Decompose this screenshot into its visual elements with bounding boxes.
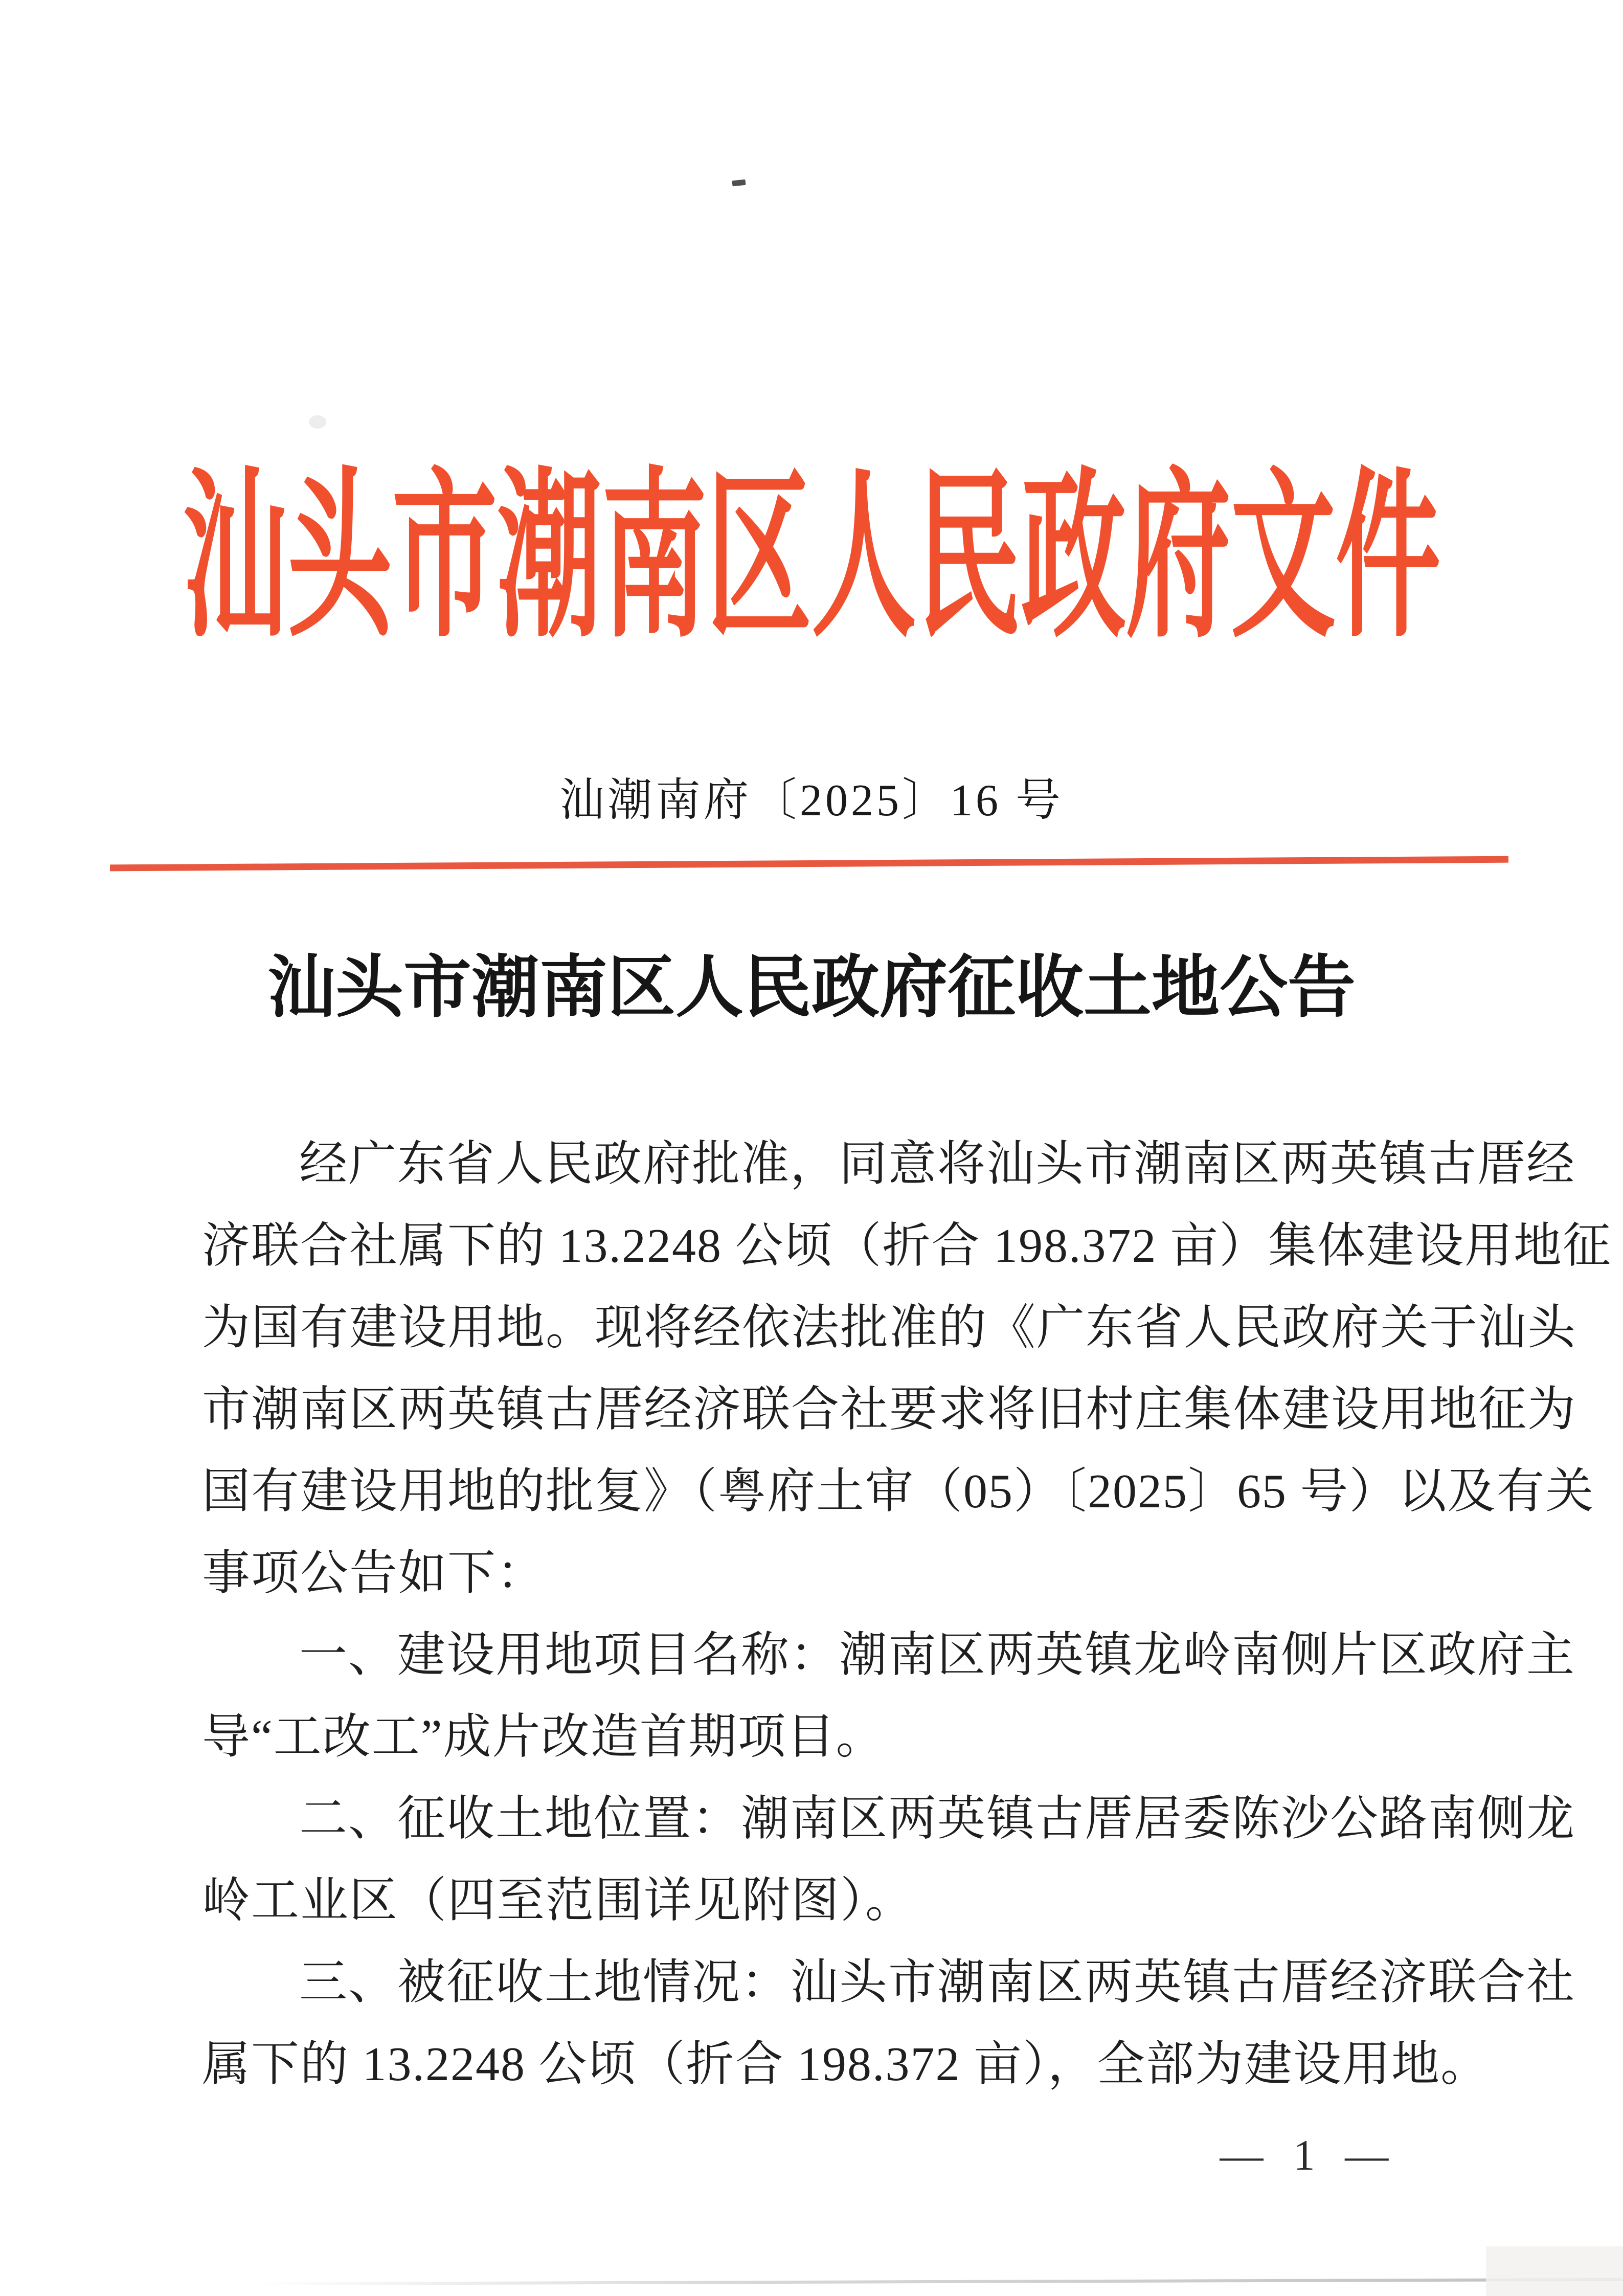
body-line: 导“工改工”成片改造首期项目。 bbox=[202, 1710, 885, 1764]
document-header-title: 汕头市潮南区人民政府文件 bbox=[183, 458, 1440, 659]
announcement-title: 汕头市潮南区人民政府征收土地公告 bbox=[267, 950, 1356, 1026]
body-line: 国有建设用地的批复》（粤府土审（05）〔2025〕65 号）以及有关 bbox=[202, 1465, 1595, 1518]
body-line: 一、建设用地项目名称：潮南区两英镇龙岭南侧片区政府主 bbox=[299, 1629, 1576, 1682]
red-divider-rule bbox=[110, 856, 1508, 872]
page-number: — 1 — bbox=[1220, 2131, 1398, 2179]
body-line: 经广东省人民政府批准，同意将汕头市潮南区两英镇古厝经 bbox=[299, 1138, 1576, 1191]
scan-artifact bbox=[732, 180, 746, 187]
scan-artifact bbox=[309, 415, 326, 429]
document-reference-number: 汕潮南府〔2025〕16 号 bbox=[559, 776, 1064, 826]
body-line: 二、征收土地位置：潮南区两英镇古厝居委陈沙公路南侧龙 bbox=[299, 1792, 1576, 1845]
document-body bbox=[202, 1123, 1612, 2105]
body-line: 事项公告如下： bbox=[202, 1547, 546, 1600]
body-line: 岭工业区（四至范围详见附图）。 bbox=[202, 1874, 915, 1927]
scan-artifact bbox=[1486, 2246, 1623, 2296]
body-line: 市潮南区两英镇古厝经济联合社要求将旧村庄集体建设用地征为 bbox=[202, 1383, 1577, 1436]
body-line: 济联合社属下的 13.2248 公顷（折合 198.372 亩）集体建设用地征 bbox=[202, 1219, 1612, 1273]
scan-artifact bbox=[256, 2278, 1623, 2285]
body-line: 为国有建设用地。现将经依法批准的《广东省人民政府关于汕头 bbox=[202, 1301, 1577, 1354]
body-line: 三、被征收土地情况：汕头市潮南区两英镇古厝经济联合社 bbox=[299, 1956, 1576, 2009]
body-line: 属下的 13.2248 公顷（折合 198.372 亩），全部为建设用地。 bbox=[202, 2038, 1490, 2091]
